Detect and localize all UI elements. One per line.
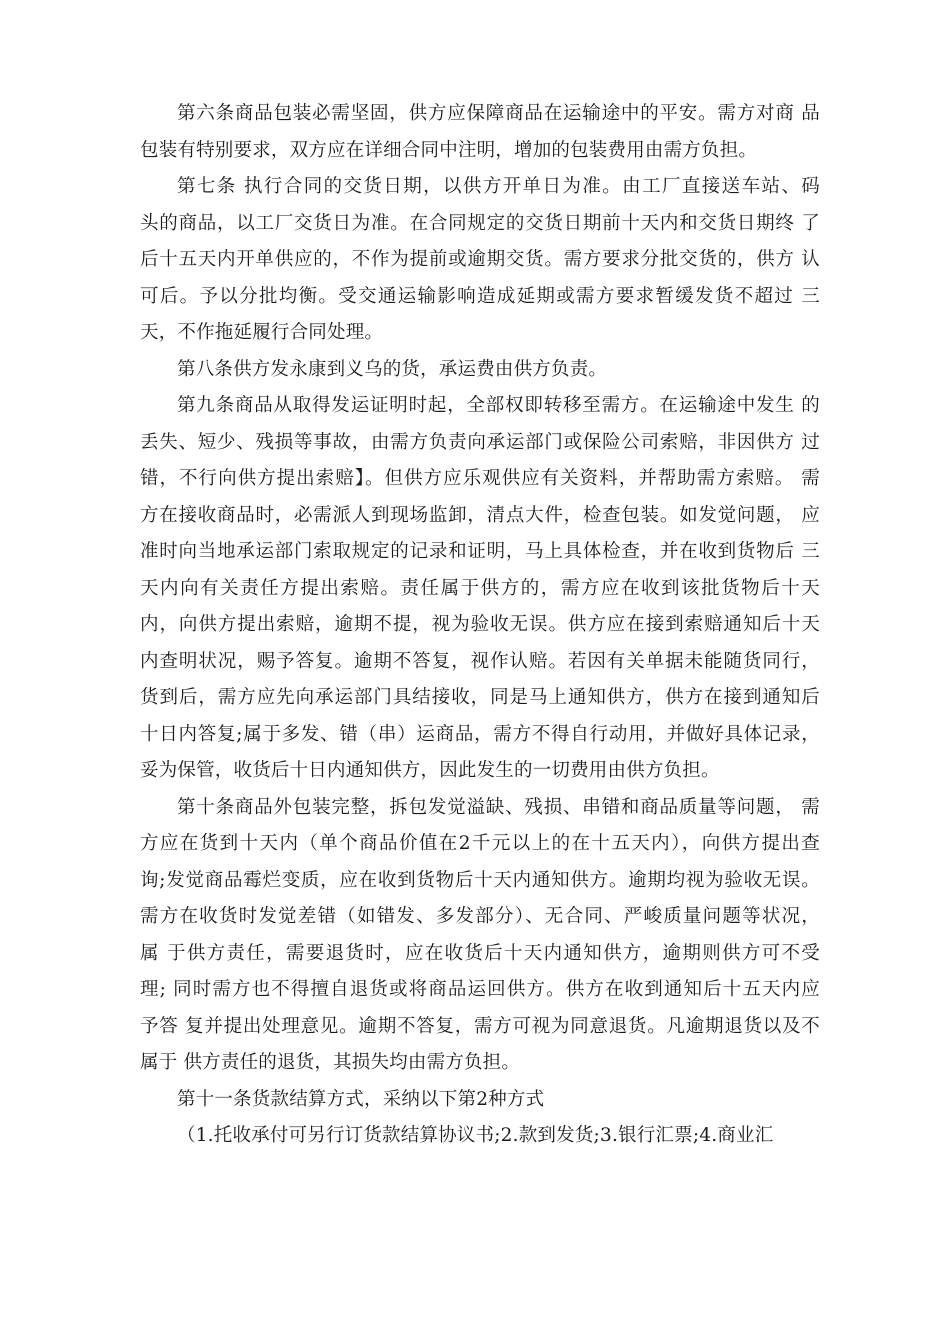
text-line: 询;发觉商品霉烂变质，应在收到货物后十天内通知供方。逾期均视为验收无误。 <box>140 869 820 891</box>
text-line: 予答 复并提出处理意见。逾期不答复，需方可视为同意退货。凡逾期退货以及不 <box>140 1015 820 1037</box>
text-line: 包装有特别要求，双方应在详细合同中注明，增加的包装费用由需方负担。 <box>140 139 758 161</box>
text-line: 第十一条货款结算方式，采纳以下第2种方式 <box>177 1088 545 1110</box>
text-line: 属于 供方责任的退货，其损失均由需方负担。 <box>140 1052 521 1073</box>
text-line: 方应在货到十天内（单个商品价值在2千元以上的在十五天内），向供方提出查 <box>140 833 820 854</box>
text-line: 理; 同时需方也不得擅自退货或将商品运回供方。供方在收到通知后十五天内应 <box>140 979 820 1000</box>
text-line: 属 于供方责任，需要退货时，应在收货后十天内通知供方，逾期则供方可不受 <box>140 942 820 964</box>
text-line: 需方在收货时发觉差错（如错发、多发部分）、无合同、严峻质量问题等状况， <box>140 906 820 927</box>
text-line: 妥为保管，收货后十日内通知供方，因此发生的一切费用由供方负担。 <box>140 760 720 781</box>
text-line: 天，不作拖延履行合同处理。 <box>140 322 384 343</box>
text-line: 第七条 执行合同的交货日期，以供方开单日为准。由工厂直接送车站、码 <box>177 176 820 197</box>
text-line: 方在接收商品时，必需派人到现场监卸，清点大件，检查包装。如发觉问题， 应 <box>140 504 820 526</box>
text-line: 丢失、短少、残损等事故，由需方负责向承运部门或保险公司索赔，非因供方 过 <box>140 431 820 453</box>
text-line: 错，不行向供方提出索赔】。但供方应乐观供应有关资料，并帮助需方索赔。 需 <box>140 468 820 489</box>
text-line: 头的商品，以工厂交货日为准。在合同规定的交货日期前十天内和交货日期终 了 <box>140 212 820 234</box>
document-body <box>140 96 820 1155</box>
text-line: （1.托收承付可另行订货款结算协议书;2.款到发货;3.银行汇票;4.商业汇 <box>177 1125 774 1146</box>
text-line: 内，向供方提出索赔，逾期不提，视为验收无误。供方应在接到索赔通知后十天 <box>140 614 820 635</box>
text-line: 十日内答复;属于多发、错（串）运商品，需方不得自行动用，并做好具体记录， <box>140 723 820 745</box>
text-line: 准时向当地承运部门索取规定的记录和证明，马上具体检查，并在收到货物后 三 <box>140 541 820 562</box>
text-line: 天内向有关责任方提出索赔。责任属于供方的，需方应在收到该批货物后十天 <box>140 577 820 599</box>
text-line: 货到后，需方应先向承运部门具结接收，同是马上通知供方，供方在接到通知后 <box>140 687 820 708</box>
text-line: 第十条商品外包装完整，拆包发觉溢缺、残损、串错和商品质量等问题， 需 <box>177 796 820 818</box>
text-line: 第九条商品从取得发运证明时起，全部权即转移至需方。在运输途中发生 的 <box>177 395 820 416</box>
text-line: 第八条供方发永康到义乌的货，承运费由供方负责。 <box>177 358 608 380</box>
text-line: 后十五天内开单供应的，不作为提前或逾期交货。需方要求分批交货的，供方 认 <box>140 249 820 270</box>
text-line: 内查明状况，赐予答复。逾期不答复，视作认赔。若因有关单据未能随货同行， <box>140 650 820 672</box>
text-line: 第六条商品包装必需坚固，供方应保障商品在运输途中的平安。需方对商 品 <box>177 103 820 124</box>
text-line: 可后。予以分批均衡。受交通运输影响造成延期或需方要求暂缓发货不超过 三 <box>140 285 820 307</box>
